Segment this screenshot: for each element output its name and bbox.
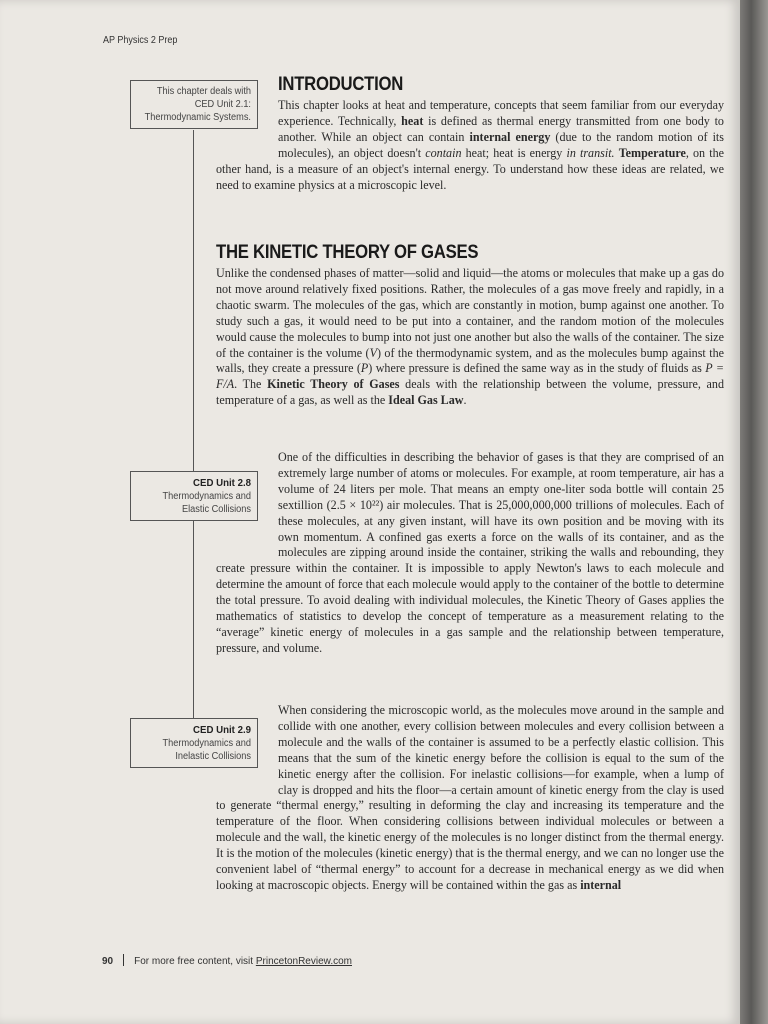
footer-divider — [123, 954, 124, 966]
sidebox-title: CED Unit 2.9 — [193, 724, 251, 736]
heading-introduction: INTRODUCTION — [278, 74, 404, 95]
sidebox-line: CED Unit 2.1: — [194, 99, 251, 110]
intro-paragraph: This chapter looks at heat and temperature, concepts that seem familiar from our everyday experience. Technically, heat is defined as thermal energy transmitted from one body to another. While an object can contain internal energy (due to the random motion of its molecules), an object doesn't contain heat; heat is energy in transit. Temperature, on the other hand, is a measure of an object's internal energy. To understand how these ideas are related, we need to examine physics at a microscopic level. — [216, 98, 724, 192]
heading-kinetic-theory: THE KINETIC THEORY OF GASES — [216, 242, 479, 263]
sidebox-title: CED Unit 2.8 — [193, 477, 251, 489]
sidebox-line: Thermodynamic Systems. — [144, 112, 251, 123]
kinetic-paragraph-1: Unlike the condensed phases of matter—solid and liquid—the atoms or molecules that make up a gas do not move around relatively fixed positions. Rather, the molecules of a gas move freely and rapidly, in a chaotic swarm. The molecules of the gas, which are constantly in motion, bump against one another. To study such a gas, it would need to be put into a container, and the random motion of the molecules would cause the molecules to bump into not just one another but also the walls of the container. The size of the container is the volume (V) of the thermodynamic system, and as the molecules bump against the walls, they create a pressure (P) where pressure is defined the same way as in the study of fluids as P = F/A. The Kinetic Theory of Gases deals with the relationship between the volume, pressure, and temperature of a gas, as well as the Ideal Gas Law. — [216, 266, 725, 408]
footer-text: For more free content, visit — [134, 956, 256, 967]
page-edge-shadow — [740, 0, 768, 1024]
sidebox-line: Elastic Collisions — [181, 504, 251, 515]
running-head: AP Physics 2 Prep — [103, 35, 178, 46]
kinetic-paragraph-2: One of the difficulties in describing the behavior of gases is that they are comprised of an extremely large number of atoms or molecules. For example, at room temperature, air has a volume of 24 liters per mole. That means an empty one-liter soda bottle will contain 25 sextillion (2.5 × 10²²) air molecules. That is 25,000,000,000 trillions of molecules. Each of these molecules, at any given instant, will have its own position and be moving with its own momentum. A confined gas exerts a force on the walls of its container, and as the molecules are zipping around inside the container, striking the walls and rebounding, they create pressure within the container. It is impossible to apply Newton's laws to each molecule and determine the amount of force that each molecule would apply to the container of the bottle to determine the total pressure. To avoid dealing with individual molecules, the Kinetic Theory of Gases applies the mathematics of statistics to develop the concept of temperature as a measurement relating to the “average” kinetic energy of molecules in a gas sample and the relationship between temperature, pressure, and volume. — [216, 450, 724, 655]
sidebar-rule — [193, 130, 194, 766]
page-number: 90 — [102, 956, 114, 967]
sidebox-line: Thermodynamics and — [162, 738, 251, 749]
kinetic-paragraph-3: When considering the microscopic world, as the molecules move around in the sample and collide with one another, every collision between molecules and every collision between a molecule and the walls of the container is assumed to be a perfectly elastic collision. This means that the sum of the kinetic energy before the collision is equal to the sum of the kinetic energy after the collision. For inelastic collisions—for example, when a lump of clay is dropped and hits the floor—a certain amount of kinetic energy from the clay is used to generate “thermal energy,” resulting in deforming the clay and increasing its temperature and the temperature of the floor. When considering collisions between individual molecules or between a molecule and the wall, the kinetic energy of the molecules is no longer distinct from the thermal energy. It is the motion of the molecules (kinetic energy) that is the thermal energy, and we can no longer use the convenient label of “thermal energy” to account for a decrease in mechanical energy as we did when looking at macroscopic objects. Energy will be contained within the gas as internal — [216, 703, 724, 892]
page-footer — [102, 954, 352, 967]
sidebox-line: Inelastic Collisions — [175, 751, 251, 762]
footer-link[interactable]: PrincetonReview.com — [255, 956, 352, 967]
sidebox-line: This chapter deals with — [156, 86, 251, 97]
sidebox-line: Thermodynamics and — [162, 491, 251, 502]
